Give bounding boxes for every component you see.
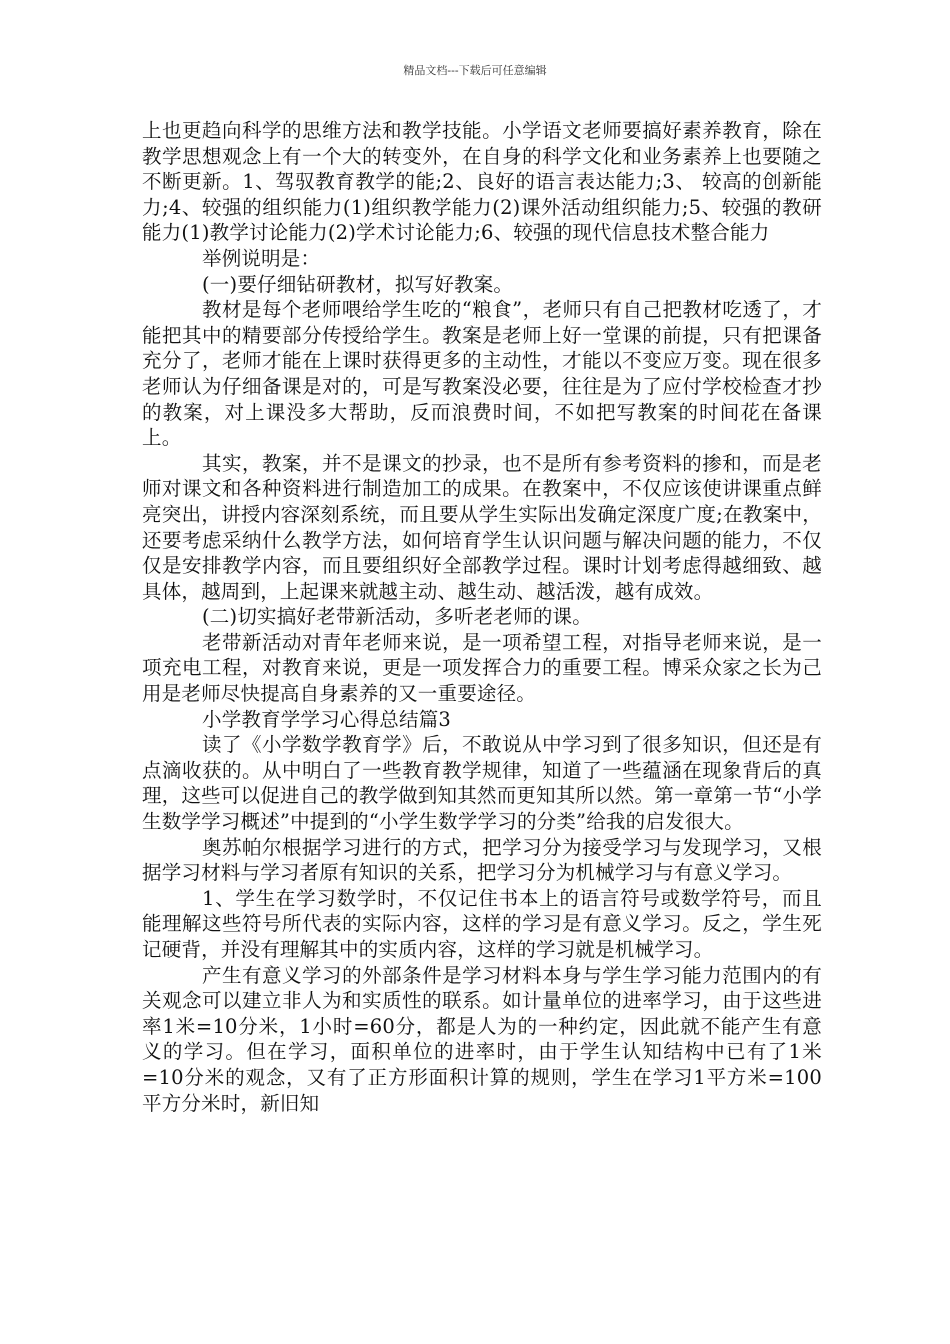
paragraph-1: 上也更趋向科学的思维方法和教学技能。小学语文老师要搞好素养教育，除在教学思想观念上有一个大的转变外，在自身的科学文化和业务素养上也要随之不断更新。1、驾驭教育教学的能;2、良好的语言表达能力;3、 较高的创新能力;4、较强的组织能力(1)组织教学能力(2)课外活动组织能力;5、较强的教研能力(1)教学讨论能力(2)学术讨论能力;6、较强的现代信息技术整合能力 [142, 119, 822, 245]
section-heading-1: (一)要仔细钻研教材，拟写好教案。 [202, 272, 514, 296]
article-title: 小学教育学学习心得总结篇3 [202, 707, 452, 731]
section-heading-2: (二)切实搞好老带新活动，多听老老师的课。 [202, 605, 592, 629]
paragraph-2: 举例说明是： [202, 246, 321, 270]
paragraph-5: 老带新活动对青年老师来说，是一项希望工程，对指导老师来说，是一项充电工程，对教育来说，更是一项发挥合力的重要工程。博采众家之长为己用是老师尽快提高自身素养的又一重要途径。 [142, 630, 822, 706]
paragraph-8: 1、学生在学习数学时，不仅记住书本上的语言符号或数学符号，而且能理解这些符号所代表的实际内容，这样的学习是有意义学习。反之，学生死记硬背，并没有理解其中的实质内容，这样的学习就是机械学习。 [142, 886, 822, 961]
page-header: 精品文档---下载后可任意编辑 [403, 64, 547, 77]
paragraph-3: 教材是每个老师喂给学生吃的“粮食”，老师只有自己把教材吃透了，才能把其中的精要部分传授给学生。教案是老师上好一堂课的前提，只有把课备充分了，老师才能在上课时获得更多的主动性，才能以不变应万变。现在很多老师认为仔细备课是对的，可是写教案没必要，往往是为了应付学校检查才抄的教案，对上课没多大帮助，反而浪费时间，不如把写教案的时间花在备课上。 [142, 298, 822, 450]
document-body [142, 118, 822, 1116]
paragraph-4: 其实，教案，并不是课文的抄录，也不是所有参考资料的掺和，而是老师对课文和各种资料进行制造加工的成果。在教案中，不仅应该使讲课重点鲜亮突出，讲授内容深刻系统，而且要从学生实际出发确定深度广度;在教案中，还要考虑采纳什么教学方法，如何培育学生认识问题与解决问题的能力，不仅仅是安排教学内容，而且要组织好全部教学过程。课时计划考虑得越细致、越具体，越周到，上起课来就越主动、越生动、越活泼，越有成效。 [142, 451, 822, 603]
paragraph-7: 奥苏帕尔根据学习进行的方式，把学习分为接受学习与发现学习，又根据学习材料与学习者原有知识的关系，把学习分为机械学习与有意义学习。 [142, 835, 822, 885]
paragraph-6: 读了《小学数学教育学》后，不敢说从中学习到了很多知识，但还是有点滴收获的。从中明白了一些教育教学规律，知道了一些蕴涵在现象背后的真理，这些可以促进自己的教学做到知其然而更知其所以然。第一章第一节“小学生数学学习概述”中提到的“小学生数学学习的分类”给我的启发很大。 [142, 733, 822, 834]
paragraph-9: 产生有意义学习的外部条件是学习材料本身与学生学习能力范围内的有关观念可以建立非人为和实质性的联系。如计量单位的进率学习，由于这些进率1米=10分米，1小时=60分，都是人为的一种约定，因此就不能产生有意义的学习。但在学习，面积单位的进率时，由于学生认知结构中已有了1米=10分米的观念，又有了正方形面积计算的规则，学生在学习1平方米=100平方分米时，新旧知 [142, 963, 822, 1115]
